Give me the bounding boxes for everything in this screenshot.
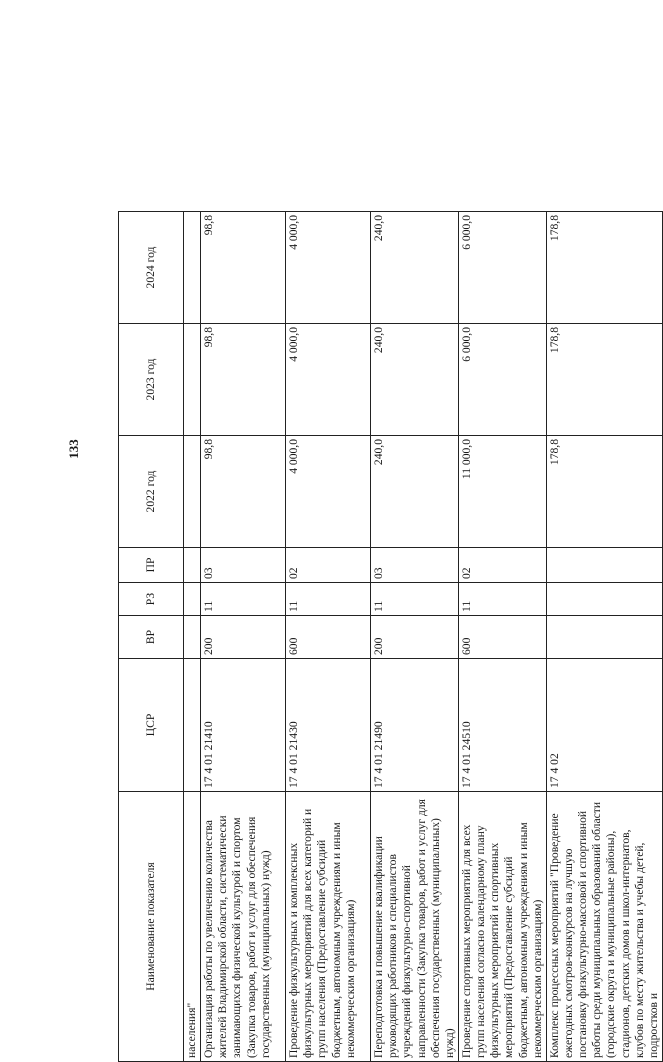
row-2024: 6 000,0 xyxy=(458,212,546,324)
row-csr: 17 4 01 21410 xyxy=(201,659,286,792)
header-2022: 2022 год xyxy=(119,436,184,548)
row-2023: 178,8 xyxy=(546,324,662,436)
row-rz xyxy=(546,583,662,616)
row-2023: 4 000,0 xyxy=(286,324,371,436)
row-rz: 11 xyxy=(201,583,286,616)
header-name: Наименование показателя xyxy=(119,792,184,1062)
row-vr: 600 xyxy=(458,616,546,659)
row-vr: 600 xyxy=(286,616,371,659)
row-2023: 240,0 xyxy=(371,324,459,436)
row-2022: 4 000,0 xyxy=(286,436,371,548)
row-pr: 03 xyxy=(201,548,286,583)
row-2024: 98,8 xyxy=(201,212,286,324)
header-2023: 2023 год xyxy=(119,324,184,436)
row-name: Проведение спортивных мероприятий для всех групп населения согласно календарному плану физкультурных мероприятий и спортивных мероприятий (Предоставление субсидий бюджетным, автономным учреждениям и иным некоммерческим организациям) xyxy=(458,792,546,1062)
row-vr: 200 xyxy=(371,616,459,659)
row-csr: 17 4 01 24510 xyxy=(458,659,546,792)
row-2022: 240,0 xyxy=(371,436,459,548)
row-name: Переподготовка и повышение квалификации руководящих работников и специалистов учреждений физкультурно-спортивной направленности (Закупка товаров, работ и услуг для обеспечения государственных (муниципальных) нужд) xyxy=(371,792,459,1062)
row-2022: 11 000,0 xyxy=(458,436,546,548)
row-pr: 02 xyxy=(458,548,546,583)
table-row xyxy=(458,212,546,1062)
header-pr: ПР xyxy=(119,548,184,583)
row-2024: 178,8 xyxy=(546,212,662,324)
row-vr xyxy=(546,616,662,659)
row-2024: 240,0 xyxy=(371,212,459,324)
budget-table xyxy=(118,211,663,1062)
row-pr: 02 xyxy=(286,548,371,583)
row-2023: 6 000,0 xyxy=(458,324,546,436)
row-rz: 11 xyxy=(371,583,459,616)
row-2024: 4 000,0 xyxy=(286,212,371,324)
row-name: Комплекс процессных мероприятий "Проведение ежегодных смотров-конкурсов на лучшую постановку физкультурно-массовой и спортивной работы среди муниципальных образований области (городские округа и муниципальные районы), стадионов, детских домов и школ-интернатов, клубов по месту жительства и учебы детей, подростков и xyxy=(546,792,662,1062)
row-csr: 17 4 02 xyxy=(546,659,662,792)
table-row xyxy=(546,212,662,1062)
page-number: 133 xyxy=(66,439,81,459)
continuation-text: населения" xyxy=(184,792,201,1062)
row-name: Организация работы по увеличению количества жителей Владимирской области, систематически занимающихся физической культурой и спортом (Закупка товаров, работ и услуг для обеспечения государственных (муниципальных) нужд) xyxy=(201,792,286,1062)
row-rz: 11 xyxy=(458,583,546,616)
header-csr: ЦСР xyxy=(119,659,184,792)
row-pr xyxy=(546,548,662,583)
row-2022: 178,8 xyxy=(546,436,662,548)
row-csr: 17 4 01 21430 xyxy=(286,659,371,792)
row-csr: 17 4 01 21490 xyxy=(371,659,459,792)
table-row xyxy=(371,212,459,1062)
table-row xyxy=(286,212,371,1062)
header-vr: ВР xyxy=(119,616,184,659)
row-vr: 200 xyxy=(201,616,286,659)
table-header-row xyxy=(119,212,184,1062)
table-row xyxy=(201,212,286,1062)
header-rz: РЗ xyxy=(119,583,184,616)
row-2023: 98,8 xyxy=(201,324,286,436)
header-2024: 2024 год xyxy=(119,212,184,324)
row-2022: 98,8 xyxy=(201,436,286,548)
row-rz: 11 xyxy=(286,583,371,616)
table-row-continuation xyxy=(184,212,201,1062)
row-pr: 03 xyxy=(371,548,459,583)
rotated-table-container xyxy=(118,212,660,1062)
row-name: Проведение физкультурных и комплексных физкультурных мероприятий для всех категорий и групп населения (Предоставление субсидий бюджетным, автономным учреждениям и иным некоммерческим организациям) xyxy=(286,792,371,1062)
